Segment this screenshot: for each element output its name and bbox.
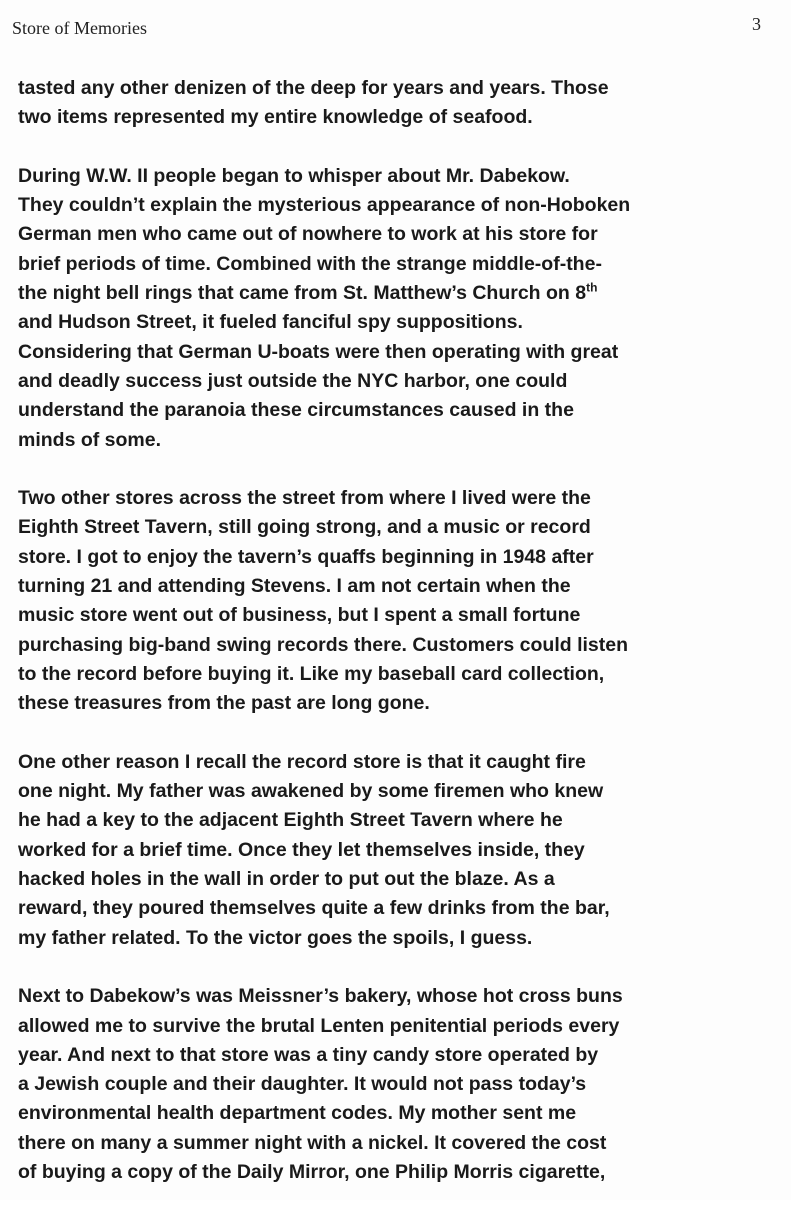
line-text: One other reason I recall the record store is that it caught fire (18, 750, 586, 773)
line-text: environmental health department codes. My mother sent me (18, 1102, 577, 1125)
text-line (18, 103, 778, 132)
text-line (18, 220, 778, 249)
text-line (18, 865, 778, 894)
text-line (18, 338, 778, 367)
text-line (18, 426, 778, 455)
page-header (12, 14, 761, 42)
line-text: music store went out of business, but I spent a small fortune (18, 604, 581, 627)
line-text: turning 21 and attending Stevens. I am not certain when the (18, 575, 571, 598)
line-text: minds of some. (18, 428, 162, 451)
text-line (18, 308, 778, 337)
paragraph (18, 982, 778, 1187)
text-line (18, 1041, 778, 1070)
text-line (18, 924, 778, 953)
text-line (18, 162, 778, 191)
text-line (18, 191, 778, 220)
line-text: and deadly success just outside the NYC harbor, one could (18, 369, 568, 392)
text-line (18, 1070, 778, 1099)
line-text: to the record before buying it. Like my baseball card collection, (18, 662, 605, 685)
text-line (18, 367, 778, 396)
line-text: of buying a copy of the Daily Mirror, one Philip Morris cigarette, (18, 1160, 606, 1183)
text-line (18, 894, 778, 923)
line-text: purchasing big-band swing records there. Customers could listen (18, 633, 629, 656)
paragraph (18, 162, 778, 455)
text-line (18, 689, 778, 718)
text-line (18, 982, 778, 1011)
text-line (18, 1099, 778, 1128)
text-line (18, 601, 778, 630)
text-line (18, 1012, 778, 1041)
line-text: Considering that German U-boats were then operating with great (18, 340, 619, 363)
text-line (18, 484, 778, 513)
text-line (18, 631, 778, 660)
paragraph (18, 74, 778, 133)
line-text: They couldn’t explain the mysterious appearance of non-Hoboken (18, 194, 631, 217)
line-text: my father related. To the victor goes the spoils, I guess. (18, 926, 533, 949)
text-line (18, 74, 778, 103)
line-text: hacked holes in the wall in order to put out the blaze. As a (18, 868, 555, 891)
ordinal-superscript: th (586, 280, 598, 295)
text-line (18, 806, 778, 835)
text-line (18, 543, 778, 572)
body-text (18, 74, 778, 1217)
line-text: During W.W. II people began to whisper about Mr. Dabekow. (18, 164, 570, 187)
text-line (18, 777, 778, 806)
paragraph (18, 748, 778, 953)
text-line (18, 279, 778, 308)
line-text: Next to Dabekow’s was Meissner’s bakery, whose hot cross buns (18, 985, 623, 1008)
text-line (18, 396, 778, 425)
line-text: one night. My father was awakened by some firemen who knew (18, 780, 604, 803)
text-line (18, 836, 778, 865)
text-line (18, 660, 778, 689)
line-text: worked for a brief time. Once they let themselves inside, they (18, 838, 585, 861)
line-text: a Jewish couple and their daughter. It would not pass today’s (18, 1073, 587, 1096)
running-title: Store of Memories (12, 18, 147, 38)
line-text: the night bell rings that came from St. Matthew’s Church on 8 (18, 282, 587, 305)
paragraph (18, 484, 778, 718)
text-line (18, 513, 778, 542)
line-text: two items represented my entire knowledge of seafood. (18, 106, 533, 129)
text-line (18, 250, 778, 279)
text-line (18, 748, 778, 777)
page-number: 3 (752, 14, 761, 34)
line-text: these treasures from the past are long gone. (18, 692, 430, 715)
line-text: Two other stores across the street from where I lived were the (18, 487, 591, 510)
text-line (18, 572, 778, 601)
line-text: tasted any other denizen of the deep for years and years. Those (18, 77, 609, 99)
line-text: store. I got to enjoy the tavern’s quaffs beginning in 1948 after (18, 545, 594, 568)
line-text: there on many a summer night with a nickel. It covered the cost (18, 1131, 607, 1154)
line-text: allowed me to survive the brutal Lenten penitential periods every (18, 1014, 620, 1037)
line-text: Eighth Street Tavern, still going strong, and a music or record (18, 516, 591, 539)
text-line (18, 1158, 778, 1187)
line-text: German men who came out of nowhere to work at his store for (18, 223, 598, 246)
line-text: reward, they poured themselves quite a few drinks from the bar, (18, 897, 610, 920)
line-text: year. And next to that store was a tiny candy store operated by (18, 1043, 599, 1066)
line-text: he had a key to the adjacent Eighth Street Tavern where he (18, 809, 563, 832)
line-text: and Hudson Street, it fueled fanciful spy suppositions. (18, 311, 523, 334)
line-text: understand the paranoia these circumstances caused in the (18, 399, 574, 422)
line-text: brief periods of time. Combined with the strange middle-of-the- (18, 252, 602, 275)
text-line (18, 1129, 778, 1158)
